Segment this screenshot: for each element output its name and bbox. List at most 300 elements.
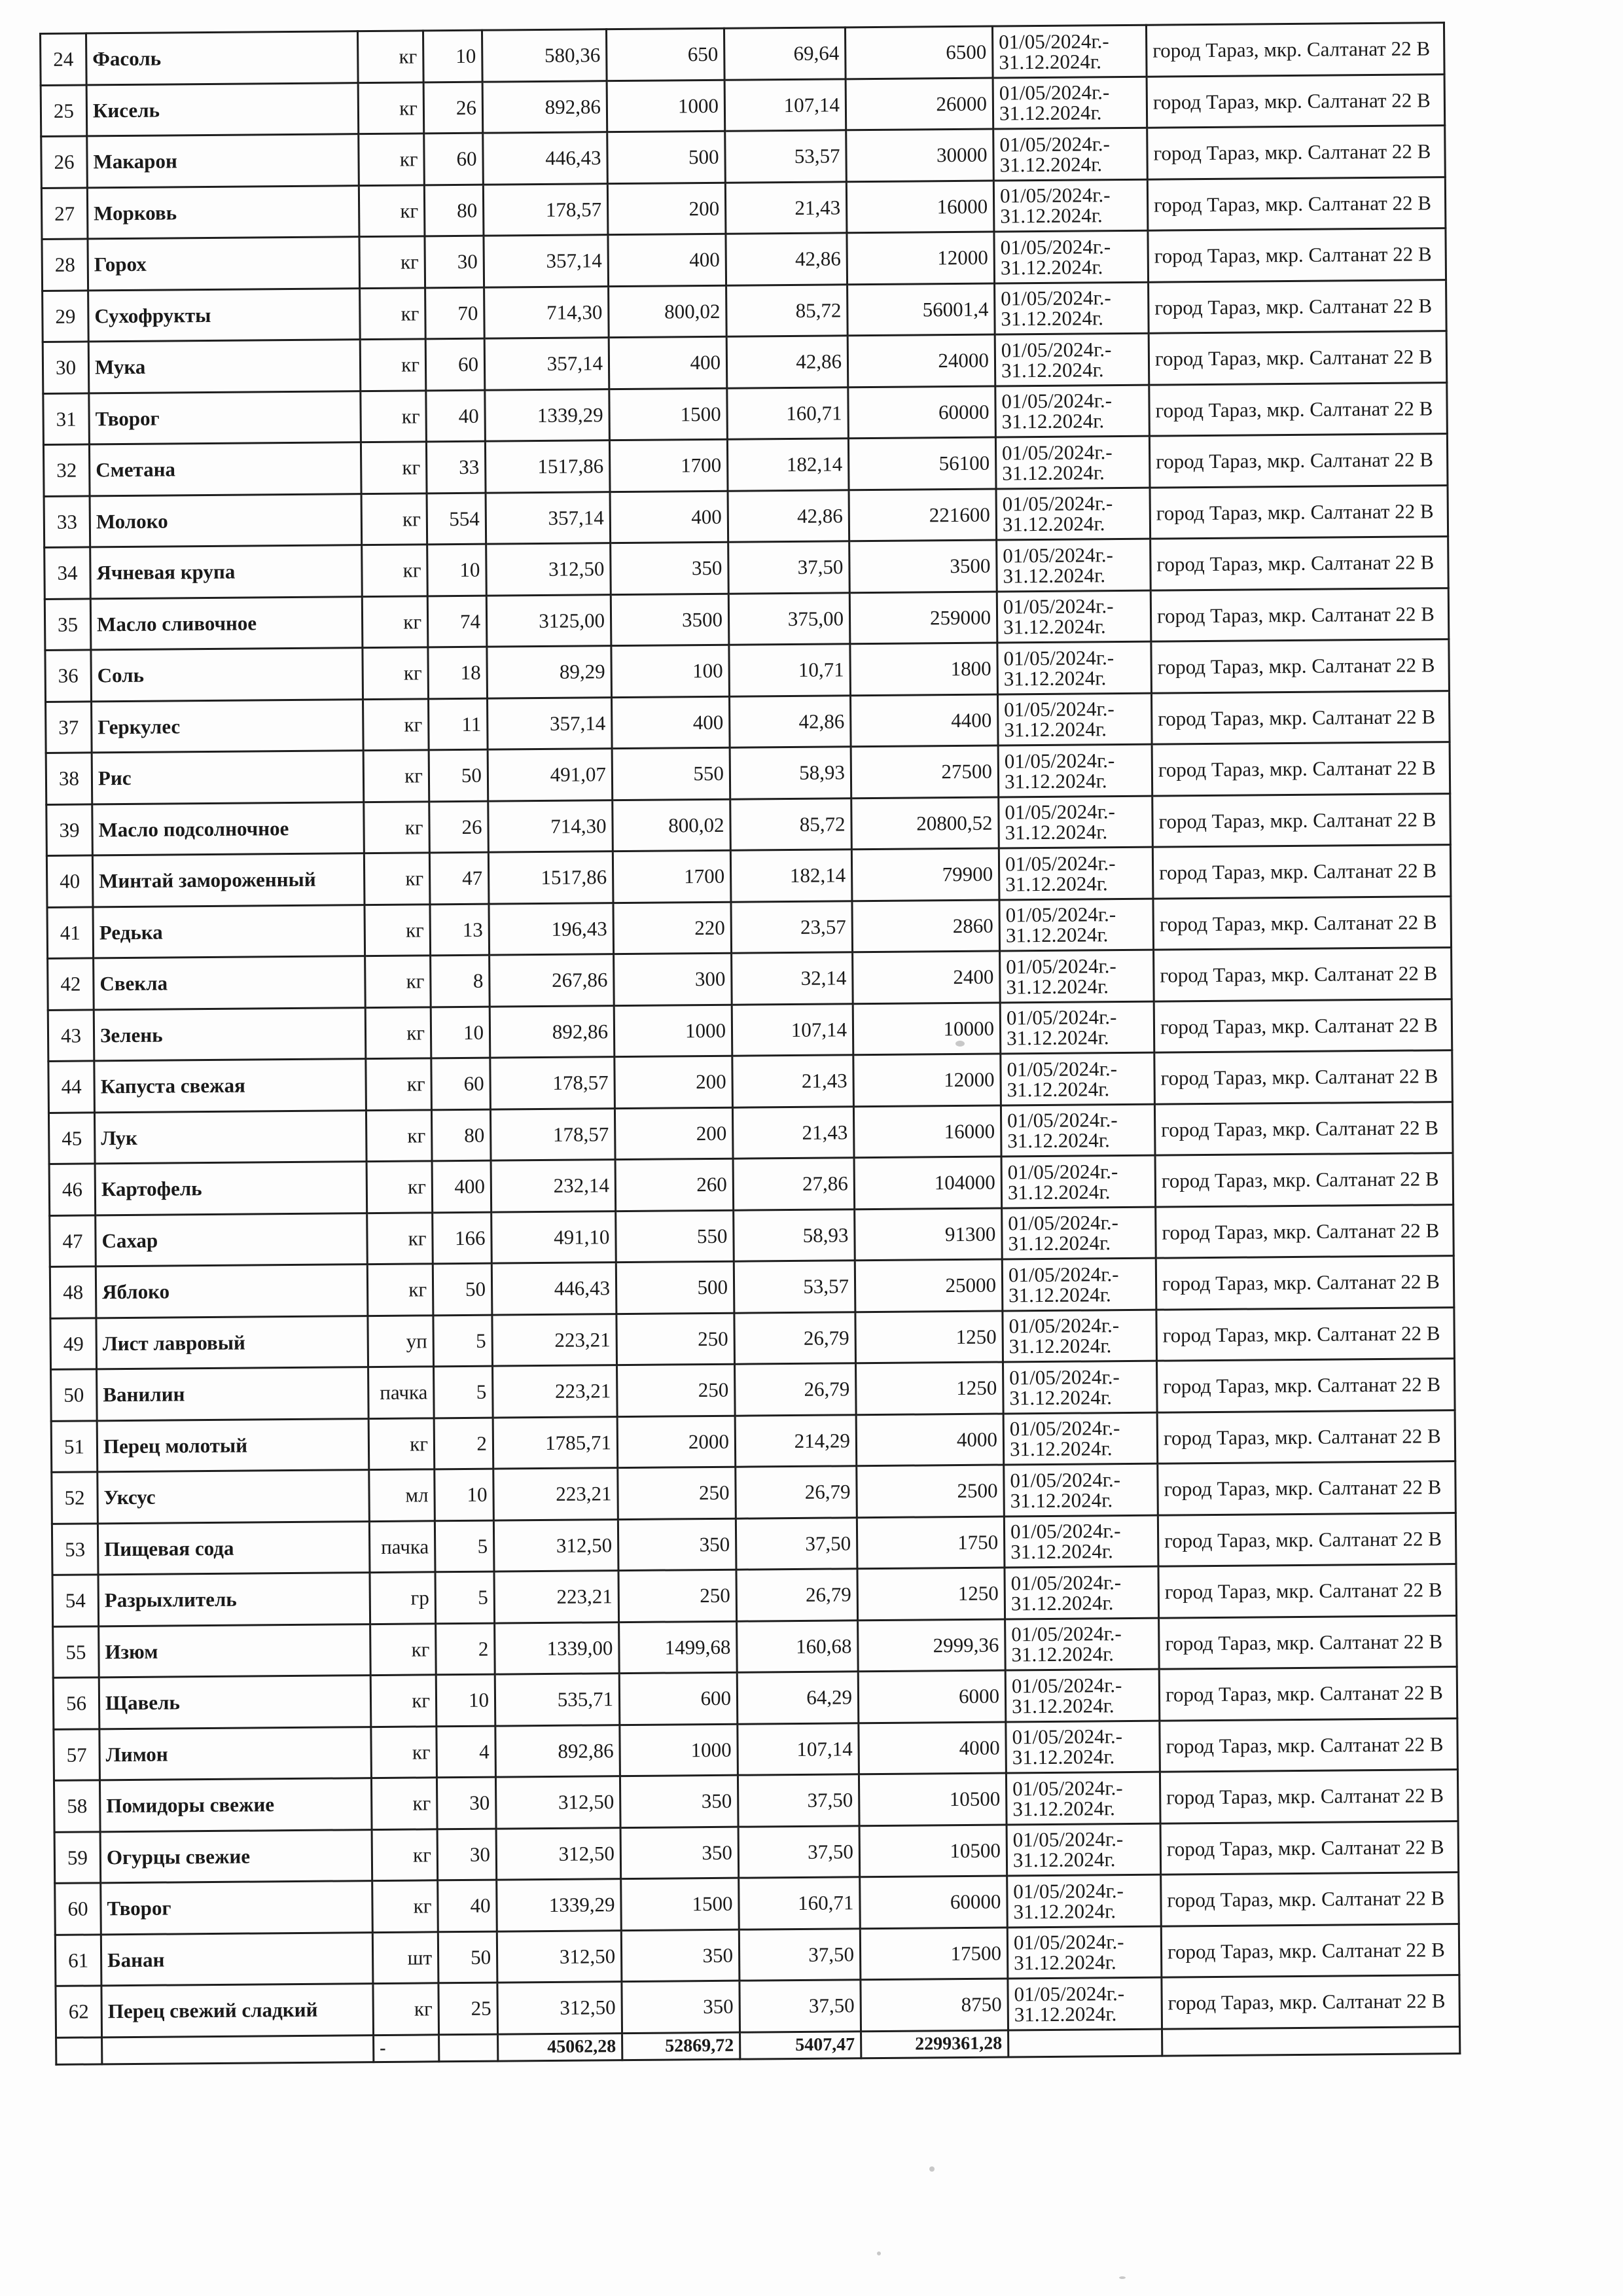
total-amount: 24000 — [847, 334, 995, 387]
total-amount: 10000 — [853, 1003, 1001, 1055]
row-number: 57 — [54, 1729, 100, 1780]
vat-amount: 182,14 — [727, 439, 849, 491]
unit: кг — [357, 31, 423, 82]
period-start: 01/05/2024г.- — [1014, 1981, 1125, 2006]
period-start: 01/05/2024г.- — [1004, 697, 1115, 721]
total-amount: 20800,52 — [851, 797, 999, 850]
unit: кг — [361, 390, 427, 442]
delivery-address: город Тараз, мкр. Салтанат 22 В — [1161, 1873, 1459, 1926]
price-without-vat: 1517,86 — [488, 852, 613, 904]
row-number: 33 — [44, 495, 90, 547]
delivery-address: город Тараз, мкр. Салтанат 22 В — [1147, 74, 1445, 128]
total-amount: 2860 — [852, 900, 1000, 952]
row-number: 40 — [46, 855, 93, 907]
delivery-period — [1003, 1310, 1157, 1362]
totals-empty-cell — [439, 2034, 498, 2062]
total-amount: 6500 — [845, 26, 993, 79]
period-end: 31.12.2024г. — [1009, 1437, 1113, 1461]
price-without-vat: 491,07 — [488, 749, 613, 801]
delivery-address: город Тараз, мкр. Салтанат 22 В — [1151, 639, 1450, 693]
period-start: 01/05/2024г.- — [999, 81, 1110, 105]
period-end: 31.12.2024г. — [1004, 717, 1107, 742]
period-end: 31.12.2024г. — [1010, 1539, 1113, 1564]
price-with-vat: 1000 — [620, 1724, 738, 1776]
price-with-vat: 500 — [607, 131, 726, 183]
delivery-address: город Тараз, мкр. Салтанат 22 В — [1159, 1615, 1457, 1669]
period-end: 31.12.2024г. — [1000, 255, 1103, 279]
period-start: 01/05/2024г.- — [1007, 1108, 1118, 1132]
vat-amount: 21,43 — [725, 181, 847, 234]
price-without-vat: 714,30 — [484, 286, 609, 338]
price-with-vat: 800,02 — [613, 799, 731, 852]
quantity: 10 — [427, 544, 487, 596]
quantity: 5 — [435, 1571, 495, 1623]
row-number: 37 — [46, 701, 92, 753]
row-number: 25 — [41, 84, 87, 136]
quantity: 4 — [437, 1726, 496, 1778]
total-amount: 27500 — [851, 745, 999, 798]
total-amount: 8750 — [861, 1979, 1008, 2031]
price-with-vat: 1700 — [609, 439, 728, 492]
delivery-period — [1008, 1977, 1162, 2030]
delivery-address: город Тараз, мкр. Салтанат 22 В — [1160, 1770, 1458, 1823]
period-end: 31.12.2024г. — [1002, 512, 1105, 536]
period-start: 01/05/2024г.- — [1013, 1930, 1124, 1954]
totals-empty-cell — [1162, 2026, 1460, 2056]
delivery-period — [999, 899, 1154, 951]
unit: кг — [358, 82, 424, 134]
price-without-vat: 1339,29 — [485, 389, 610, 441]
total-amount: 26000 — [846, 78, 993, 130]
period-start: 01/05/2024г.- — [999, 29, 1109, 54]
product-name: Перец молотый — [97, 1418, 369, 1472]
total-amount: 56100 — [848, 437, 996, 490]
price-without-vat: 714,30 — [488, 800, 613, 852]
price-with-vat: 800,02 — [609, 285, 727, 338]
period-start: 01/05/2024г.- — [1012, 1827, 1124, 1852]
product-name: Разрыхлитель — [98, 1573, 370, 1626]
product-name: Макарон — [87, 134, 359, 188]
unit: кг — [360, 287, 426, 339]
vat-amount: 160,71 — [739, 1877, 861, 1929]
row-number: 30 — [43, 342, 89, 393]
product-name: Перец свежий сладкий — [101, 1984, 374, 2037]
quantity: 50 — [429, 749, 488, 801]
price-with-vat: 400 — [611, 696, 730, 749]
period-start: 01/05/2024г.- — [1008, 1211, 1118, 1235]
vat-amount: 182,14 — [730, 850, 852, 902]
unit: кг — [359, 236, 425, 288]
delivery-address: город Тараз, мкр. Салтанат 22 В — [1147, 126, 1446, 179]
total-amount: 25000 — [855, 1259, 1003, 1312]
period-end: 31.12.2024г. — [1010, 1488, 1113, 1513]
unit: гр — [370, 1572, 436, 1624]
unit: кг — [363, 750, 429, 802]
total-amount: 56001,4 — [847, 283, 995, 336]
delivery-address: город Тараз, мкр. Салтанат 22 В — [1158, 1462, 1456, 1515]
vat-amount: 26,79 — [736, 1466, 857, 1518]
period-start: 01/05/2024г.- — [1012, 1725, 1123, 1749]
row-number: 60 — [55, 1883, 101, 1935]
row-number: 51 — [51, 1420, 98, 1472]
quantity: 166 — [433, 1212, 492, 1264]
price-with-vat: 300 — [614, 953, 732, 1005]
delivery-address: город Тараз, мкр. Салтанат 22 В — [1154, 999, 1452, 1052]
delivery-address: город Тараз, мкр. Салтанат 22 В — [1154, 1050, 1453, 1104]
price-with-vat: 350 — [620, 1827, 739, 1879]
total-amount: 4000 — [859, 1721, 1007, 1774]
row-number: 50 — [51, 1369, 98, 1421]
price-with-vat: 500 — [616, 1261, 734, 1314]
quantity: 74 — [427, 596, 487, 647]
row-number: 29 — [43, 290, 89, 342]
price-without-vat: 223,21 — [493, 1468, 618, 1520]
quantity: 18 — [428, 647, 488, 698]
quantity: 11 — [429, 698, 488, 750]
quantity: 70 — [425, 287, 485, 339]
delivery-period — [995, 333, 1149, 386]
period-start: 01/05/2024г.- — [1010, 1570, 1122, 1595]
price-without-vat: 357,14 — [484, 338, 609, 390]
total-amount: 60000 — [860, 1876, 1008, 1928]
delivery-address: город Тараз, мкр. Салтанат 22 В — [1150, 588, 1449, 641]
row-number: 47 — [50, 1215, 96, 1266]
price-without-vat: 267,86 — [490, 954, 615, 1007]
total-amount: 2500 — [857, 1465, 1005, 1517]
product-name: Кисель — [86, 82, 359, 136]
price-without-vat: 491,10 — [491, 1211, 616, 1263]
delivery-period — [1000, 1001, 1154, 1054]
price-with-vat: 1499,68 — [619, 1621, 738, 1674]
period-end: 31.12.2024г. — [999, 152, 1103, 177]
price-with-vat: 3500 — [611, 594, 729, 646]
delivery-address: город Тараз, мкр. Салтанат 22 В — [1152, 793, 1451, 847]
procurement-table — [39, 22, 1461, 2065]
row-number: 59 — [54, 1831, 101, 1883]
delivery-address: город Тараз, мкр. Салтанат 22 В — [1156, 1256, 1454, 1310]
unit: кг — [362, 545, 428, 596]
delivery-address: город Тараз, мкр. Салтанат 22 В — [1158, 1564, 1457, 1618]
quantity: 33 — [426, 441, 486, 493]
delivery-period — [1004, 1463, 1158, 1516]
delivery-period — [999, 796, 1153, 848]
vat-amount: 26,79 — [734, 1312, 856, 1364]
period-end: 31.12.2024г. — [1008, 1334, 1112, 1358]
row-number: 58 — [54, 1780, 100, 1832]
vat-amount: 375,00 — [728, 592, 850, 645]
delivery-period — [1004, 1515, 1158, 1568]
quantity: 47 — [429, 852, 489, 904]
period-end: 31.12.2024г. — [1001, 306, 1104, 331]
quantity: 5 — [434, 1366, 493, 1418]
delivery-period — [997, 693, 1152, 745]
price-without-vat: 1785,71 — [493, 1416, 618, 1469]
period-start: 01/05/2024г.- — [1005, 800, 1116, 824]
unit: кг — [362, 596, 428, 647]
price-with-vat: 400 — [610, 491, 728, 543]
delivery-period — [993, 128, 1148, 180]
period-end: 31.12.2024г. — [1006, 1026, 1109, 1050]
quantity: 50 — [433, 1263, 492, 1315]
price-without-vat: 312,50 — [496, 1827, 621, 1880]
row-number: 32 — [43, 444, 90, 496]
product-name: Капуста свежая — [94, 1059, 366, 1113]
period-end: 31.12.2024г. — [1004, 768, 1107, 793]
price-with-vat: 250 — [618, 1570, 737, 1622]
unit: мл — [369, 1469, 435, 1521]
product-name: Сахар — [96, 1213, 368, 1266]
product-name: Минтай замороженный — [92, 853, 365, 907]
unit: кг — [366, 1058, 432, 1110]
row-number: 53 — [52, 1523, 98, 1575]
price-with-vat: 250 — [617, 1364, 736, 1416]
product-name: Молоко — [90, 493, 362, 547]
period-end: 31.12.2024г. — [1003, 615, 1106, 639]
quantity: 2 — [434, 1418, 493, 1469]
period-end: 31.12.2024г. — [1005, 871, 1108, 896]
delivery-period — [1001, 1052, 1155, 1105]
delivery-period — [997, 539, 1151, 591]
vat-amount: 32,14 — [732, 952, 853, 1005]
row-number: 54 — [52, 1575, 99, 1626]
period-start: 01/05/2024г.- — [999, 132, 1111, 156]
row-number: 56 — [53, 1677, 99, 1729]
total-amount: 259000 — [849, 592, 997, 644]
totals-empty-cell — [1008, 2029, 1162, 2057]
delivery-period — [1007, 1926, 1162, 1979]
product-name: Творог — [101, 1881, 373, 1935]
period-end: 31.12.2024г. — [1009, 1385, 1113, 1410]
delivery-period — [992, 25, 1147, 77]
price-with-vat: 350 — [618, 1518, 736, 1571]
vat-amount: 27,86 — [733, 1158, 855, 1210]
vat-amount: 26,79 — [735, 1363, 857, 1416]
unit: кг — [372, 1829, 438, 1880]
period-start: 01/05/2024г.- — [1006, 954, 1116, 978]
delivery-address: город Тараз, мкр. Салтанат 22 В — [1152, 742, 1450, 796]
period-start: 01/05/2024г.- — [1003, 543, 1113, 567]
product-name: Банан — [101, 1932, 373, 1986]
period-end: 31.12.2024г. — [1001, 357, 1104, 382]
totals-sum: 52869,72 — [622, 2032, 740, 2060]
row-number: 61 — [55, 1934, 101, 1986]
unit: кг — [370, 1675, 437, 1727]
total-amount: 104000 — [854, 1157, 1002, 1209]
vat-amount: 37,50 — [738, 1774, 859, 1827]
quantity: 30 — [437, 1829, 497, 1880]
product-name: Помидоры свежие — [99, 1778, 372, 1832]
period-end: 31.12.2024г. — [1007, 1077, 1110, 1102]
row-number: 38 — [46, 753, 92, 804]
total-amount: 1250 — [857, 1568, 1005, 1620]
delivery-address: город Тараз, мкр. Салтанат 22 В — [1156, 1359, 1455, 1412]
period-start: 01/05/2024г.- — [1011, 1622, 1122, 1646]
product-name: Рис — [92, 751, 364, 804]
price-without-vat: 223,21 — [494, 1571, 619, 1623]
delivery-period — [997, 641, 1152, 694]
delivery-address: город Тараз, мкр. Салтанат 22 В — [1149, 331, 1447, 385]
price-with-vat: 100 — [611, 645, 730, 697]
delivery-period — [1005, 1669, 1160, 1721]
price-with-vat: 650 — [606, 28, 724, 81]
product-name: Лук — [94, 1110, 366, 1164]
period-end: 31.12.2024г. — [1014, 2001, 1117, 2026]
period-start: 01/05/2024г.- — [1013, 1878, 1124, 1903]
delivery-period — [1007, 1874, 1162, 1927]
row-number: 24 — [41, 33, 87, 85]
price-with-vat: 350 — [620, 1775, 738, 1827]
delivery-address: город Тараз, мкр. Салтанат 22 В — [1155, 1153, 1454, 1207]
row-number: 41 — [47, 906, 94, 958]
delivery-period — [1000, 950, 1154, 1002]
period-start: 01/05/2024г.- — [1001, 337, 1112, 362]
total-amount: 2400 — [853, 951, 1001, 1003]
period-end: 31.12.2024г. — [1007, 1179, 1111, 1204]
row-number: 36 — [45, 650, 92, 702]
total-amount: 3500 — [849, 540, 997, 592]
row-number: 27 — [41, 187, 88, 239]
totals-grand-total: 2299361,28 — [861, 2030, 1008, 2058]
quantity: 60 — [424, 133, 484, 185]
total-amount: 17500 — [860, 1927, 1008, 1979]
product-name: Сметана — [89, 442, 361, 496]
period-end: 31.12.2024г. — [1005, 820, 1108, 844]
delivery-address: город Тараз, мкр. Салтанат 22 В — [1159, 1667, 1457, 1721]
quantity: 25 — [438, 1982, 498, 2034]
period-end: 31.12.2024г. — [1011, 1693, 1115, 1718]
price-with-vat: 1000 — [614, 1005, 732, 1057]
price-without-vat: 535,71 — [495, 1674, 620, 1726]
quantity: 10 — [436, 1674, 495, 1726]
period-end: 31.12.2024г. — [1007, 1128, 1110, 1153]
vat-amount: 21,43 — [732, 1055, 854, 1107]
total-amount: 10500 — [859, 1824, 1007, 1876]
product-name: Фасоль — [86, 31, 359, 85]
delivery-address: город Тараз, мкр. Салтанат 22 В — [1154, 948, 1452, 1001]
quantity: 8 — [431, 955, 490, 1007]
total-amount: 12000 — [853, 1054, 1001, 1106]
unit: кг — [365, 904, 431, 956]
delivery-period — [1002, 1258, 1156, 1310]
row-number: 52 — [52, 1472, 98, 1524]
total-amount: 4000 — [856, 1413, 1004, 1465]
unit: кг — [363, 647, 429, 699]
unit: кг — [370, 1623, 437, 1675]
vat-amount: 42,86 — [726, 233, 847, 285]
row-number: 42 — [48, 958, 94, 1010]
delivery-period — [995, 282, 1149, 334]
product-name: Мука — [88, 340, 361, 393]
price-without-vat: 312,50 — [486, 543, 611, 596]
product-name: Изюм — [99, 1624, 371, 1677]
period-start: 01/05/2024г.- — [1002, 492, 1113, 516]
total-amount: 2999,36 — [858, 1619, 1006, 1671]
product-name: Лист лавровый — [96, 1316, 368, 1369]
delivery-address: город Тараз, мкр. Салтанат 22 В — [1154, 1102, 1453, 1155]
unit: кг — [366, 1161, 433, 1213]
row-number: 46 — [49, 1164, 96, 1215]
period-end: 31.12.2024г. — [1003, 563, 1106, 588]
vat-amount: 69,64 — [724, 27, 846, 80]
price-with-vat: 350 — [621, 1929, 740, 1982]
product-name: Картофель — [95, 1162, 367, 1215]
product-name: Щавель — [99, 1676, 371, 1729]
price-with-vat: 550 — [612, 747, 730, 800]
vat-amount: 160,68 — [737, 1620, 859, 1672]
product-name: Ячневая крупа — [90, 545, 363, 599]
period-start: 01/05/2024г.- — [1001, 286, 1111, 310]
price-without-vat: 580,36 — [482, 29, 607, 82]
delivery-period — [1001, 1155, 1156, 1208]
price-with-vat: 1000 — [607, 80, 725, 132]
table-body — [41, 23, 1460, 2064]
quantity: 5 — [435, 1520, 494, 1572]
row-number: 62 — [56, 1986, 102, 2037]
price-without-vat: 232,14 — [491, 1160, 616, 1212]
delivery-period — [1001, 1104, 1155, 1157]
unit: кг — [373, 1983, 439, 2035]
quantity: 80 — [431, 1109, 491, 1161]
delivery-address: город Тараз, мкр. Салтанат 22 В — [1162, 1975, 1460, 2029]
delivery-period — [994, 230, 1149, 283]
period-end: 31.12.2024г. — [1008, 1282, 1111, 1307]
delivery-period — [1007, 1823, 1161, 1876]
vat-amount: 58,93 — [734, 1209, 855, 1261]
quantity: 554 — [427, 493, 486, 545]
quantity: 13 — [430, 904, 490, 956]
total-amount: 1250 — [856, 1362, 1004, 1414]
row-number: 49 — [50, 1318, 97, 1369]
delivery-address: город Тараз, мкр. Салтанат 22 В — [1150, 537, 1449, 590]
unit: пачка — [368, 1367, 435, 1418]
vat-amount: 37,50 — [738, 1825, 860, 1878]
unit: кг — [366, 1109, 432, 1161]
delivery-period — [999, 847, 1153, 899]
vat-amount: 107,14 — [738, 1723, 859, 1775]
unit: кг — [367, 1264, 433, 1316]
unit: кг — [361, 493, 427, 545]
product-name: Пищевая сода — [98, 1521, 370, 1575]
period-end: 31.12.2024г. — [1000, 204, 1103, 228]
delivery-address: город Тараз, мкр. Салтанат 22 В — [1161, 1924, 1459, 1977]
period-start: 01/05/2024г.- — [1008, 1262, 1119, 1287]
period-start: 01/05/2024г.- — [1007, 1159, 1118, 1184]
price-with-vat: 400 — [608, 234, 726, 286]
quantity: 26 — [423, 82, 483, 134]
price-without-vat: 357,14 — [484, 235, 609, 287]
product-name: Лимон — [99, 1727, 372, 1780]
price-with-vat: 400 — [609, 336, 727, 389]
vat-amount: 107,14 — [724, 79, 846, 131]
price-without-vat: 312,50 — [495, 1776, 620, 1829]
delivery-address: город Тараз, мкр. Салтанат 22 В — [1149, 382, 1448, 436]
unit: кг — [365, 1007, 431, 1058]
vat-amount: 37,50 — [740, 1980, 861, 2032]
price-without-vat: 312,50 — [497, 1930, 622, 1982]
period-start: 01/05/2024г.- — [1010, 1519, 1121, 1543]
price-with-vat: 200 — [615, 1056, 733, 1108]
total-amount: 4400 — [850, 694, 998, 747]
scan-speck — [1119, 2276, 1126, 2279]
row-number: 43 — [48, 1009, 94, 1061]
price-with-vat: 220 — [613, 902, 732, 954]
product-name: Соль — [91, 648, 363, 702]
period-start: 01/05/2024г.- — [1003, 594, 1114, 619]
period-start: 01/05/2024г.- — [1010, 1467, 1121, 1492]
vat-amount: 37,50 — [728, 541, 850, 594]
price-without-vat: 178,57 — [483, 183, 608, 236]
period-end: 31.12.2024г. — [1011, 1642, 1115, 1666]
